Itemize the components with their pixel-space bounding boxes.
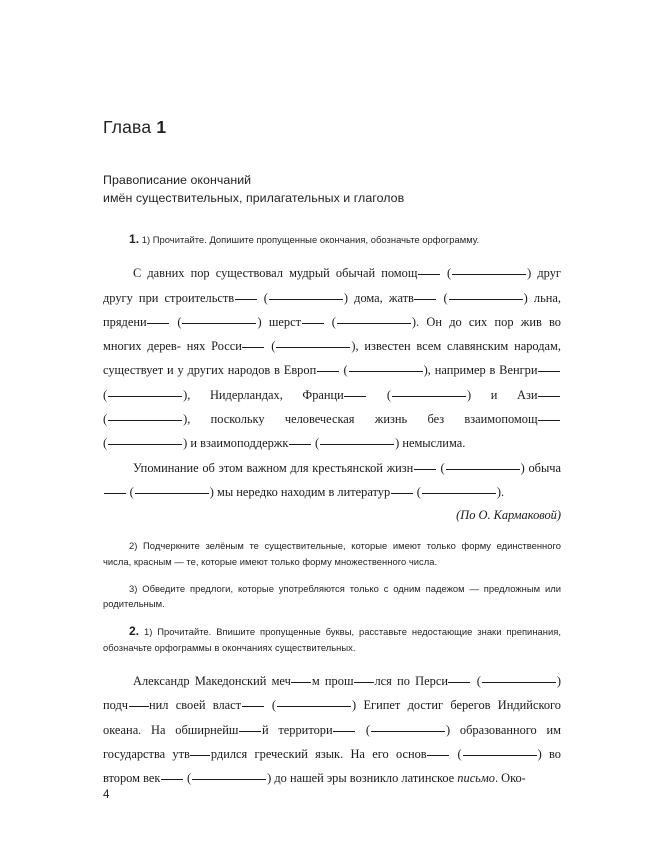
text-run: рдился греческий язык. На его основ bbox=[210, 746, 427, 761]
answer-blank[interactable] bbox=[414, 299, 436, 300]
answer-blank[interactable] bbox=[239, 731, 261, 732]
text-run: й территори bbox=[261, 722, 333, 737]
exercise-2-paragraph-1 bbox=[103, 669, 561, 790]
chapter-label: Глава bbox=[103, 117, 152, 137]
page-title bbox=[103, 0, 561, 138]
text-run: ) и Ази bbox=[467, 387, 538, 402]
text-run: ) образованного им государства утв bbox=[103, 722, 561, 761]
answer-blank[interactable] bbox=[538, 420, 560, 421]
text-run: ) льна, прядени bbox=[103, 290, 561, 329]
answer-blank-parens[interactable]: ( bbox=[441, 461, 521, 475]
text-run: ), например в Венгри bbox=[423, 363, 538, 378]
section-heading-line-2: имён существительных, прилагательных и глаголов bbox=[103, 191, 405, 205]
answer-blank-parens[interactable]: ( bbox=[264, 291, 344, 305]
text-run: ). Он до сих пор жив во многих дерев- bbox=[103, 314, 561, 354]
text-run: ) во втором век bbox=[103, 746, 561, 786]
answer-blank[interactable] bbox=[190, 755, 210, 756]
text-run: С давних пор существовал мудрый обычай помощ bbox=[133, 266, 418, 281]
text-run: ) подч bbox=[103, 674, 561, 713]
answer-blank[interactable] bbox=[538, 371, 560, 372]
text-run: ) немыслима. bbox=[395, 436, 466, 451]
text-run: ) и взаимоподдержк bbox=[183, 436, 289, 451]
exercise-1-attribution: (По О. Кармаковой) bbox=[456, 508, 561, 523]
answer-blank-parens[interactable]: ( bbox=[387, 388, 467, 402]
answer-blank[interactable] bbox=[344, 396, 366, 397]
text-run: м прош bbox=[311, 674, 354, 689]
answer-blank-parens[interactable]: ( bbox=[103, 412, 183, 426]
exercise-1-number: 1. bbox=[129, 232, 140, 246]
text-run: ) мы нередко находим в литератур bbox=[209, 484, 391, 499]
answer-blank-parens[interactable]: ( bbox=[366, 723, 446, 737]
answer-blank-parens[interactable]: ( bbox=[457, 747, 537, 761]
section-heading-line-1: Правописание окончаний bbox=[103, 173, 252, 187]
exercise-1-task-3-instruction bbox=[103, 581, 561, 612]
page-number: 4 bbox=[103, 789, 110, 801]
text-run: . Око- bbox=[494, 771, 526, 786]
answer-blank[interactable] bbox=[289, 444, 311, 445]
answer-blank-parens[interactable]: ( bbox=[177, 315, 257, 329]
answer-blank-parens[interactable]: ( bbox=[187, 771, 267, 785]
text-run: ) шерст bbox=[257, 314, 302, 329]
answer-blank-parens[interactable]: ( bbox=[103, 388, 183, 402]
exercise-1-task-2-instruction bbox=[103, 538, 561, 569]
answer-blank[interactable] bbox=[161, 779, 183, 780]
answer-blank[interactable] bbox=[538, 396, 560, 397]
text-run: ), Нидерландах, Франци bbox=[183, 387, 344, 402]
exercise-1-task-3-text: 3) Обведите предлоги, которые употребляются только с одним падежом — предложным или родительным. bbox=[103, 582, 561, 610]
exercise-2-number: 2. bbox=[129, 624, 140, 639]
exercise-2-task-1-instruction bbox=[103, 624, 561, 655]
exercise-1-paragraph-2 bbox=[103, 456, 561, 505]
answer-blank[interactable] bbox=[448, 682, 470, 683]
answer-blank[interactable] bbox=[104, 493, 126, 494]
chapter-number: 1 bbox=[156, 117, 167, 137]
exercise-1-task-1-text: 1) Прочитайте. Допишите пропущенные окончания, обозначьте орфограмму. bbox=[141, 234, 480, 245]
answer-blank[interactable] bbox=[427, 755, 449, 756]
answer-blank[interactable] bbox=[317, 371, 339, 372]
text-run: Александр Македонский меч bbox=[133, 674, 291, 689]
text-run: Упоминание об этом важном для крестьянской жизн bbox=[133, 460, 414, 475]
answer-blank[interactable] bbox=[242, 706, 264, 707]
answer-blank-parens[interactable]: ( bbox=[344, 363, 424, 377]
answer-blank[interactable] bbox=[391, 493, 413, 494]
text-run: ), поскольку человеческая жизнь без взаимопомощ bbox=[183, 412, 538, 427]
text-run: ). bbox=[496, 484, 505, 499]
text-run: ), известен всем славянским народам, существует и у других народов в Европ bbox=[103, 339, 561, 378]
exercise-2-task-1-text: 1) Прочитайте. Впишите пропущенные буквы, расставьте недостающие знаки препинания, обозначьте орфограммы в окончаниях существительных. bbox=[103, 626, 561, 653]
answer-blank[interactable] bbox=[291, 682, 311, 683]
answer-blank[interactable] bbox=[418, 274, 440, 275]
answer-blank-parens[interactable]: ( bbox=[444, 291, 524, 305]
answer-blank-parens[interactable]: ( bbox=[271, 339, 351, 353]
exercise-1-task-1-instruction bbox=[103, 232, 561, 247]
section-heading bbox=[103, 138, 561, 207]
text-run: ) Египет достиг берегов Индийского океана. На обширнейш bbox=[103, 698, 561, 737]
text-run-italic: письмо bbox=[457, 771, 495, 786]
answer-blank[interactable] bbox=[414, 469, 436, 470]
text-run: лся по Перси bbox=[374, 674, 448, 689]
answer-blank[interactable] bbox=[147, 323, 169, 324]
answer-blank[interactable] bbox=[129, 706, 149, 707]
page-content bbox=[103, 0, 561, 791]
text-run: нил своей власт bbox=[149, 698, 242, 713]
answer-blank-parens[interactable]: ( bbox=[332, 315, 412, 329]
answer-blank-parens[interactable]: ( bbox=[315, 436, 395, 450]
text-run: ) обыча bbox=[520, 460, 562, 475]
answer-blank[interactable] bbox=[333, 731, 355, 732]
answer-blank-parens[interactable]: ( bbox=[477, 674, 557, 688]
exercise-1-paragraph-1 bbox=[103, 261, 561, 455]
text-run: ) до нашей эры возникло латинское bbox=[267, 771, 458, 786]
answer-blank[interactable] bbox=[354, 682, 374, 683]
answer-blank-parens[interactable]: ( bbox=[447, 266, 527, 280]
text-run: нях Росси bbox=[186, 339, 242, 354]
answer-blank[interactable] bbox=[242, 347, 264, 348]
text-run: ) дома, жатв bbox=[343, 290, 414, 305]
answer-blank[interactable] bbox=[235, 299, 257, 300]
exercise-1-task-2-text: 2) Подчеркните зелёным те существительные, которые имеют только форму единственного числа, красным — те, которые имеют только форму множественного числа. bbox=[103, 540, 561, 567]
answer-blank-parens[interactable]: ( bbox=[272, 698, 352, 712]
text-run: ) друг другу при строительств bbox=[103, 266, 561, 305]
answer-blank-parens[interactable]: ( bbox=[103, 436, 183, 450]
answer-blank-parens[interactable]: ( bbox=[130, 485, 210, 499]
answer-blank[interactable] bbox=[302, 323, 324, 324]
answer-blank-parens[interactable]: ( bbox=[417, 485, 497, 499]
